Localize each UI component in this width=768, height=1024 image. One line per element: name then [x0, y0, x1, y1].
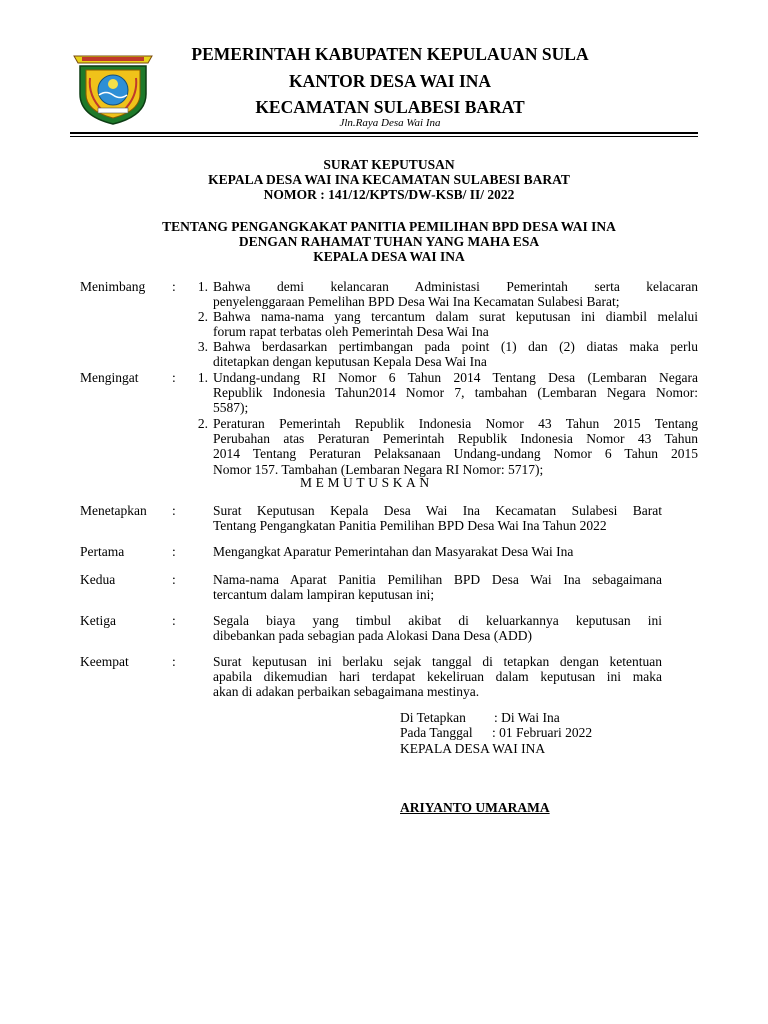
decision-label: Menetapkan [80, 503, 147, 518]
considering-item-line: Bahwa berdasarkan pertimbangan pada point (1) dan (2) diatas maka perlu [213, 339, 698, 354]
recalling-item-number: 1. [197, 370, 208, 385]
decision-text [213, 503, 662, 533]
signature-place [400, 710, 560, 726]
recalling-item-line: Perubahan atas Peraturan Pemerintah Republik Indonesia Nomor 43 Tahun [213, 431, 698, 447]
decision-kedua [80, 572, 698, 604]
decision-label: Pertama [80, 544, 125, 559]
recalling-item-number: 2. [197, 416, 208, 431]
considering-item [213, 279, 698, 309]
recalling-item-line: Peraturan Pemerintah Republik Indonesia Nomor 43 Tahun 2015 Tentang [213, 416, 698, 431]
decision-text-line: akan di adakan perbaikan sebagaimana mestinya. [213, 684, 480, 700]
signature-place-label: Di Tetapkan [400, 710, 466, 725]
considering-item-line: Bahwa demi kelancaran Administasi Pemerintah serta kelacaran [213, 279, 698, 294]
decision-text-line: Surat Keputusan Kepala Desa Wai Ina Kecamatan Sulabesi Barat [213, 503, 662, 518]
decision-text-line: Surat keputusan ini berlaku sejak tanggal di tetapkan dengan ketentuan [213, 654, 662, 669]
decision-text-line: Segala biaya yang timbul akibat di keluarkannya keputusan ini [213, 613, 662, 628]
recalling-label: Mengingat [80, 370, 139, 385]
considering-item-line: Bahwa nama-nama yang tercantum dalam surat keputusan ini diambil melalui [213, 309, 698, 324]
recalling-item-line: 2014 Tentang Peraturan Pelaksanaan Undang-undang Nomor 6 Tahun 2015 [213, 446, 698, 462]
subject-line-2: DENGAN RAHAMAT TUHAN YANG MAHA ESA [238, 234, 540, 249]
decision-text [213, 544, 662, 559]
considering-item-number: 1. [197, 279, 208, 294]
decision-text-line: apabila dikemudian hari terdapat kekeliruan dalam keputusan ini maka [213, 669, 662, 685]
title-line-2: KEPALA DESA WAI INA KECAMATAN SULABESI BARAT [208, 172, 570, 187]
recalling-item [213, 370, 698, 416]
considering-item [213, 309, 698, 339]
decision-colon: : [172, 503, 176, 518]
letterhead-government: PEMERINTAH KABUPATEN KEPULAUAN SULA [191, 44, 589, 64]
letterhead-address: Jln.Raya Desa Wai Ina [339, 117, 441, 129]
considering-item-line: forum rapat terbatas oleh Pemerintah Desa Wai Ina [213, 324, 489, 340]
decision-colon: : [172, 544, 176, 559]
decision-text-line: tercantum dalam lampiran keputusan ini; [213, 587, 435, 603]
considering-item-number: 3. [197, 339, 208, 354]
subject-line-1: TENTANG PENGANGKAKAT PANITIA PEMILIHAN BPD DESA WAI INA [162, 219, 616, 234]
decision-text-line: Nama-nama Aparat Panitia Pemilihan BPD Desa Wai Ina sebagaimana [213, 572, 662, 587]
document-subject [70, 219, 708, 264]
decision-colon: : [172, 572, 176, 587]
decision-pertama [80, 544, 698, 560]
document-number: NOMOR : 141/12/KPTS/DW-KSB/ II/ 2022 [263, 187, 515, 202]
title-line-1: SURAT KEPUTUSAN [323, 157, 455, 172]
considering-item-line: ditetapkan dengan keputusan Kepala Desa Wai Ina [213, 354, 487, 370]
subject-line-3: KEPALA DESA WAI INA [313, 249, 465, 264]
decision-label: Keempat [80, 654, 129, 669]
decision-colon: : [172, 654, 176, 669]
considering-label: Menimbang [80, 279, 146, 294]
recalling-item-line: Undang-undang RI Nomor 6 Tahun 2014 Tentang Desa (Lembaran Negara [213, 370, 698, 385]
regency-crest-icon [72, 50, 154, 126]
decision-menetapkan [80, 503, 698, 535]
letterhead-district: KECAMATAN SULABESI BARAT [255, 97, 525, 117]
recalling-section [80, 370, 698, 475]
considering-item [213, 339, 698, 369]
signature-place-value: : Di Wai Ina [494, 710, 560, 725]
recalling-item-line: Republik Indonesia Tahun2014 Nomor 7, tambahan (Lembaran Negara Nomor: [213, 385, 698, 401]
decision-text [213, 613, 662, 643]
memutuskan-heading: MEMUTUSKAN [300, 475, 433, 490]
letterhead-divider-thin [70, 136, 698, 137]
decision-ketiga [80, 613, 698, 645]
recalling-item-line: 5587); [213, 400, 249, 416]
decision-text-line: dibebankan pada sebagian pada Alokasi Dana Desa (ADD) [213, 628, 533, 644]
signature-date-value: : 01 Februari 2022 [492, 725, 593, 740]
decision-text [213, 654, 662, 700]
signatory-name: ARIYANTO UMARAMA [400, 800, 550, 815]
decision-label: Kedua [80, 572, 116, 587]
decision-keempat [80, 654, 698, 702]
signature-position: KEPALA DESA WAI INA [400, 741, 546, 756]
considering-section [80, 279, 698, 369]
recalling-item [213, 416, 698, 477]
decision-text [213, 572, 662, 602]
signature-date [400, 725, 592, 741]
decision-text-line: Tentang Pengangkatan Panitia Pemilihan BPD Desa Wai Ina Tahun 2022 [213, 518, 607, 534]
letterhead-office: KANTOR DESA WAI INA [288, 71, 492, 91]
considering-item-number: 2. [197, 309, 208, 324]
recalling-colon: : [172, 370, 176, 385]
letterhead-divider-thick [70, 132, 698, 134]
considering-colon: : [172, 279, 176, 294]
decision-label: Ketiga [80, 613, 116, 628]
recalling-item-line: Nomor 157. Tambahan (Lembaran Negara RI Nomor: 5717); [213, 461, 544, 477]
signature-date-label: Pada Tanggal [400, 725, 473, 740]
decision-text-line: Mengangkat Aparatur Pemerintahan dan Masyarakat Desa Wai Ina [213, 544, 574, 559]
document-title [70, 157, 708, 202]
decision-colon: : [172, 613, 176, 628]
considering-item-line: penyelenggaraan Pemelihan BPD Desa Wai Ina Kecamatan Sulabesi Barat; [213, 294, 620, 310]
